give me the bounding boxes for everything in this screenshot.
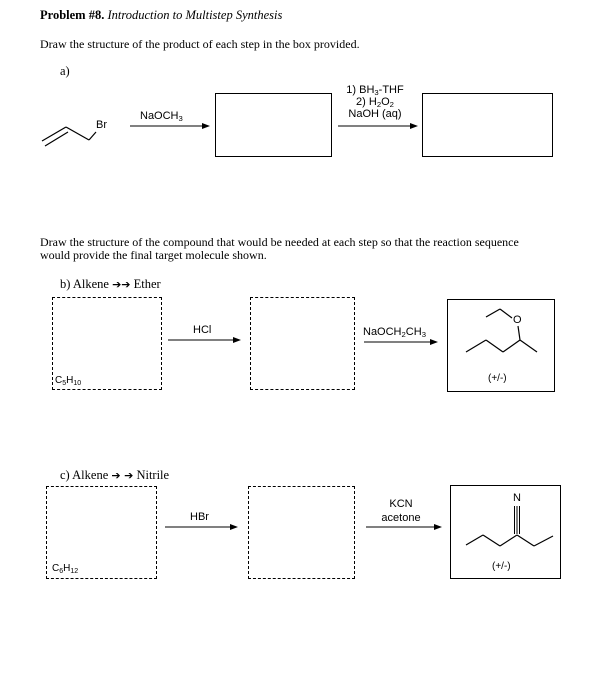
- part-b-reagent-1: HCl: [193, 324, 212, 336]
- nitrogen-label: N: [513, 492, 521, 504]
- part-c-reagent-2-line-1: KCN: [389, 498, 413, 510]
- part-c-racemic-label: (+/-): [492, 561, 511, 572]
- part-c-formula: $C_6H_{12}$: [52, 563, 79, 575]
- part-c-reagent-1: HBr: [190, 511, 209, 523]
- reagent-2-line-1: 1) $BH_3$-THF: [346, 84, 404, 97]
- double-arrow-icon: ➔➔: [112, 278, 131, 291]
- part-b-reagent-2: $NaOCH_2CH_3$: [363, 326, 426, 339]
- part-c-label: c) Alkene ➔ ➔ Nitrile: [60, 468, 170, 482]
- bromine-label: Br: [96, 119, 107, 131]
- instruction-a: Draw the structure of the product of each step in the box provided.: [40, 37, 360, 51]
- oxygen-label: O: [513, 314, 522, 326]
- instruction-bc-line-2: would provide the final target molecule shown.: [40, 248, 267, 262]
- problem-label: Problem #8.: [40, 8, 105, 22]
- part-b-label: b) Alkene ➔➔ Ether: [60, 277, 161, 291]
- reagent-2-line-2: 2) $H_2O_2$: [356, 96, 394, 109]
- part-a-label: a): [60, 64, 70, 78]
- instruction-bc-line-1: Draw the structure of the compound that would be needed at each step so that the reaction sequence: [40, 235, 519, 249]
- reagent-2-line-3: NaOH (aq): [348, 108, 402, 120]
- part-a-reagent-1: NaOCH$_3$: [140, 110, 183, 123]
- part-b-racemic-label: (+/-): [488, 373, 507, 384]
- double-arrow-icon: ➔ ➔: [111, 469, 134, 482]
- part-b-formula: $C_5H_{10}$: [55, 375, 82, 387]
- part-c-reagent-2-line-2: acetone: [381, 512, 421, 524]
- problem-subtitle: Introduction to Multistep Synthesis: [107, 8, 283, 22]
